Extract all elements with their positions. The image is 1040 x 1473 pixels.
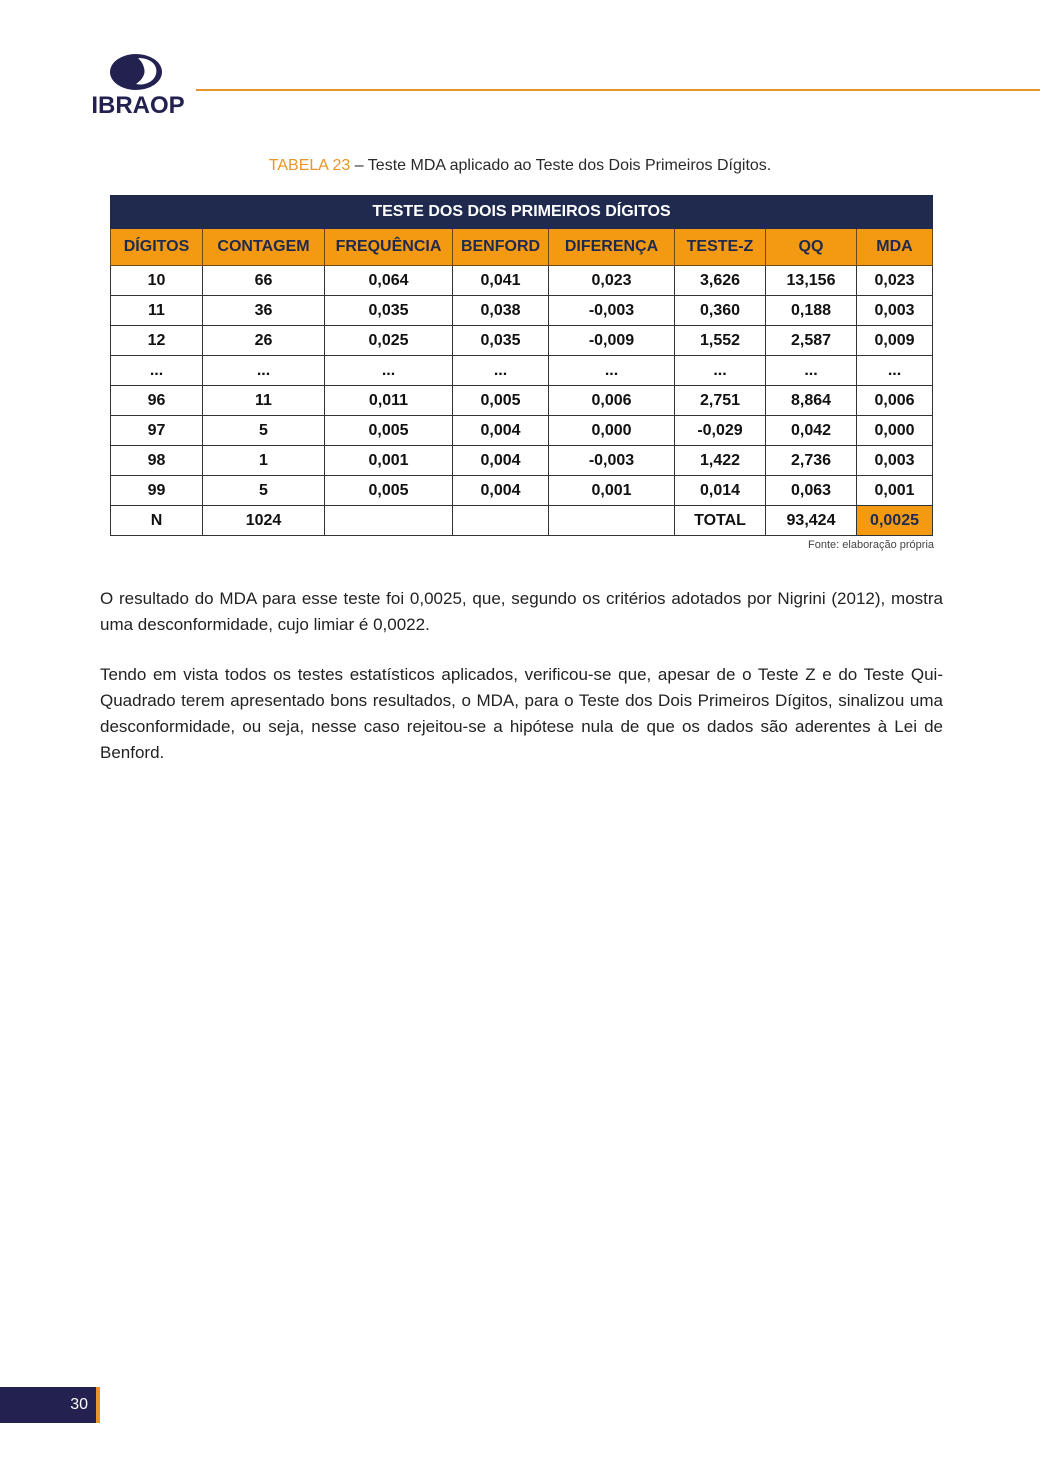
- table-cell: 12: [111, 326, 203, 356]
- table-total-row: [111, 506, 933, 536]
- table-cell: -0,003: [549, 446, 675, 476]
- table-cell: 0,009: [857, 326, 933, 356]
- table-row: [111, 416, 933, 446]
- table-cell: 0,001: [549, 476, 675, 506]
- table-cell: [453, 506, 549, 536]
- table-cell: 99: [111, 476, 203, 506]
- table-cell: 0,014: [675, 476, 766, 506]
- table-cell: 0,011: [325, 386, 453, 416]
- table-cell: -0,003: [549, 296, 675, 326]
- table-cell: 0,025: [325, 326, 453, 356]
- table-cell: TOTAL: [675, 506, 766, 536]
- table-title: TESTE DOS DOIS PRIMEIROS DÍGITOS: [111, 196, 933, 229]
- table-cell: 36: [203, 296, 325, 326]
- table-cell: 26: [203, 326, 325, 356]
- table-cell: 97: [111, 416, 203, 446]
- table-cell: 5: [203, 416, 325, 446]
- table-cell: 0,035: [453, 326, 549, 356]
- table-cell: 0,006: [857, 386, 933, 416]
- table-cell: 96: [111, 386, 203, 416]
- table-cell: 0,041: [453, 266, 549, 296]
- table-cell: 0,064: [325, 266, 453, 296]
- table-row: [111, 326, 933, 356]
- table-cell: 0,001: [325, 446, 453, 476]
- column-header: DIFERENÇA: [549, 229, 675, 266]
- table-cell: 66: [203, 266, 325, 296]
- table-cell: 11: [111, 296, 203, 326]
- table-cell: 10: [111, 266, 203, 296]
- table-cell: 5: [203, 476, 325, 506]
- paragraph-result: O resultado do MDA para esse teste foi 0,0025, que, segundo os critérios adotados por Nigrini (2012), mostra uma desconformidade, cujo limiar é 0,0022.: [100, 589, 943, 634]
- table-cell: 1,422: [675, 446, 766, 476]
- table-row: [111, 356, 933, 386]
- paragraph-conclusion: Tendo em vista todos os testes estatísticos aplicados, verificou-se que, apesar de o Teste Z e do Teste Qui-Quadrado terem apresentado bons resultados, o MDA, para o Teste dos Dois Primeiros Dígitos, sinalizou uma desconformidade, ou seja, nesse caso rejeitou-se a hipótese nula de que os dados são aderentes à Lei de Benford.: [100, 665, 943, 762]
- table-cell: 0,004: [453, 476, 549, 506]
- table-row: [111, 446, 933, 476]
- table-source: Fonte: elaboração própria: [808, 539, 934, 551]
- digits-table: [110, 195, 933, 536]
- table-cell: 1024: [203, 506, 325, 536]
- table-cell: 0,006: [549, 386, 675, 416]
- table-cell: 0,000: [549, 416, 675, 446]
- table-cell: ...: [325, 356, 453, 386]
- table-cell: 0,360: [675, 296, 766, 326]
- table-cell: 11: [203, 386, 325, 416]
- caption-text: – Teste MDA aplicado ao Teste dos Dois Primeiros Dígitos.: [350, 157, 772, 174]
- table-cell: ...: [857, 356, 933, 386]
- table-body: [111, 266, 933, 536]
- table-caption: [0, 157, 1040, 175]
- table-cell: 2,587: [766, 326, 857, 356]
- column-header: FREQUÊNCIA: [325, 229, 453, 266]
- table-cell: 3,626: [675, 266, 766, 296]
- column-header-row: [111, 229, 933, 266]
- table-cell: 8,864: [766, 386, 857, 416]
- table-cell: [549, 506, 675, 536]
- table-cell: 0,038: [453, 296, 549, 326]
- table-cell: -0,009: [549, 326, 675, 356]
- table-container: [110, 195, 932, 536]
- table-cell: 0,004: [453, 416, 549, 446]
- table-cell: N: [111, 506, 203, 536]
- table-cell: 0,023: [857, 266, 933, 296]
- column-header: DÍGITOS: [111, 229, 203, 266]
- table-cell: 0,063: [766, 476, 857, 506]
- table-cell: 0,004: [453, 446, 549, 476]
- column-header: QQ: [766, 229, 857, 266]
- table-cell: 93,424: [766, 506, 857, 536]
- page-number: 30: [70, 1396, 88, 1413]
- table-cell: 13,156: [766, 266, 857, 296]
- table-cell: ...: [766, 356, 857, 386]
- table-cell: 0,000: [857, 416, 933, 446]
- table-cell: 0,188: [766, 296, 857, 326]
- table-cell: ...: [111, 356, 203, 386]
- table-cell: 0,003: [857, 446, 933, 476]
- table-row: [111, 386, 933, 416]
- caption-label: TABELA 23: [268, 157, 351, 174]
- table-cell: ...: [549, 356, 675, 386]
- table-cell: ...: [203, 356, 325, 386]
- table-cell: -0,029: [675, 416, 766, 446]
- column-header: TESTE-Z: [675, 229, 766, 266]
- table-cell: 0,042: [766, 416, 857, 446]
- header-rule: [196, 89, 1040, 91]
- table-row: [111, 296, 933, 326]
- table-cell: ...: [675, 356, 766, 386]
- logo-mark-icon: [108, 52, 164, 92]
- table-cell: 1,552: [675, 326, 766, 356]
- table-cell: 0,023: [549, 266, 675, 296]
- table-cell: 0,003: [857, 296, 933, 326]
- column-header: MDA: [857, 229, 933, 266]
- table-cell: 0,005: [325, 416, 453, 446]
- table-row: [111, 476, 933, 506]
- column-header: CONTAGEM: [203, 229, 325, 266]
- table-cell: ...: [453, 356, 549, 386]
- column-header: BENFORD: [453, 229, 549, 266]
- logo-text: IBRAOP: [91, 92, 185, 119]
- logo: [88, 50, 188, 122]
- table-cell: 1: [203, 446, 325, 476]
- mda-total-cell: 0,0025: [857, 506, 933, 536]
- page-number-accent: [96, 1387, 100, 1423]
- table-cell: 98: [111, 446, 203, 476]
- table-cell: 0,035: [325, 296, 453, 326]
- table-row: [111, 266, 933, 296]
- table-cell: 0,005: [325, 476, 453, 506]
- table-cell: 0,005: [453, 386, 549, 416]
- table-cell: 2,736: [766, 446, 857, 476]
- table-cell: [325, 506, 453, 536]
- table-cell: 0,001: [857, 476, 933, 506]
- table-cell: 2,751: [675, 386, 766, 416]
